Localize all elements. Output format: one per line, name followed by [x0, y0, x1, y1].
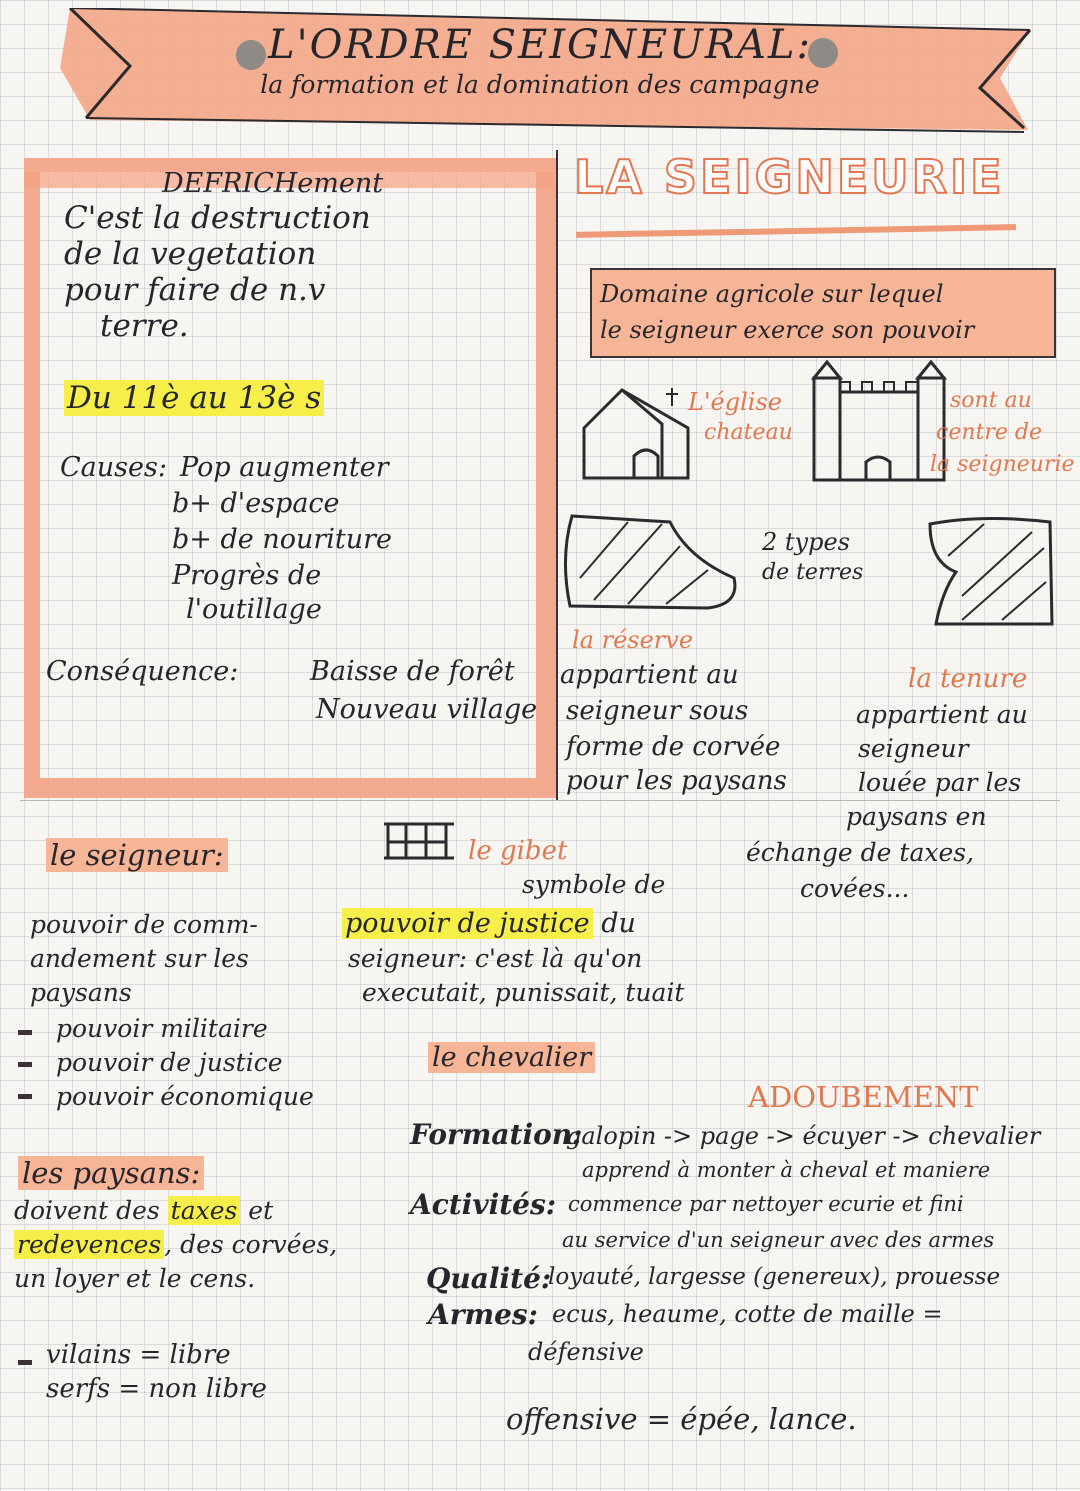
causes-label: Causes:	[60, 452, 167, 483]
vilains: vilains = libre	[46, 1340, 231, 1370]
seigneurie-definition-2: le seigneur exerce son pouvoir	[600, 316, 975, 344]
paysans-line-2b: , des corvées,	[164, 1230, 338, 1259]
activite-3: au service d'un seigneur avec des armes	[562, 1228, 995, 1252]
paysans-taxes: taxes	[168, 1196, 241, 1225]
consequence-1: Baisse de forêt	[310, 656, 515, 687]
tenure-text-3: louée par les	[858, 768, 1022, 797]
gibet-text-rest-1: du	[601, 908, 636, 939]
gibet-text-highlight: pouvoir de justice	[342, 908, 593, 939]
gibet-label: le gibet	[468, 836, 568, 866]
gibet-text-rest-3: executait, punissait, tuait	[362, 978, 685, 1007]
consequence-2: Nouveau village	[316, 694, 538, 725]
reserve-title: la réserve	[572, 626, 694, 654]
paysans-heading: les paysans:	[18, 1156, 204, 1190]
activites-label: Activités:	[410, 1188, 557, 1221]
armes-def-2: défensive	[528, 1338, 644, 1366]
seigneurie-definition-1: Domaine agricole sur lequel	[600, 280, 944, 308]
gibet-highlight	[342, 908, 636, 939]
reserve-text-3: forme de corvée	[566, 732, 781, 762]
activite-1: apprend à monter à cheval et maniere	[582, 1158, 991, 1182]
definition-line-4: terre.	[100, 308, 189, 344]
seigneur-power-1: pouvoir de comm-	[30, 910, 258, 939]
adoubement-label: ADOUBEMENT	[748, 1080, 979, 1114]
types-label-2: de terres	[762, 560, 864, 585]
page-title: L'ORDRE SEIGNEURAL:	[268, 22, 812, 68]
paysans-line-1b: et	[248, 1196, 274, 1225]
seigneur-power-2: andement sur les	[30, 944, 249, 973]
gibet-text-lead: symbole de	[522, 870, 666, 899]
armes-def-1: ecus, heaume, cotte de maille =	[552, 1300, 943, 1328]
tenure-text-1: appartient au	[856, 700, 1028, 729]
reserve-text-2: seigneur sous	[566, 696, 749, 726]
list-dash	[18, 1030, 32, 1035]
seigneur-list-1: pouvoir militaire	[56, 1014, 268, 1043]
period: Du 11è au 13è s	[64, 380, 324, 416]
definition-line-2: de la vegetation	[64, 236, 317, 272]
reserve-text-1: appartient au	[560, 660, 739, 690]
seigneurie-definition-box	[590, 268, 1056, 358]
section-divider	[20, 800, 1060, 801]
tenure-land-icon	[922, 512, 1062, 630]
centre-note-1: sont au	[950, 388, 1032, 413]
defrichement-heading: DEFRICHement	[162, 168, 384, 199]
serfs: serfs = non libre	[46, 1374, 267, 1404]
reserve-text-4: pour les paysans	[566, 766, 787, 796]
paysans-line-1a: doivent des	[14, 1196, 160, 1225]
centre-note-3: la seigneurie	[930, 452, 1075, 477]
paysans-line-2	[14, 1230, 337, 1259]
paysans-line-3: un loyer et le cens.	[14, 1264, 256, 1293]
cause-5: l'outillage	[186, 594, 322, 625]
tenure-text-4: paysans en	[846, 802, 987, 831]
cause-2: b+ d'espace	[172, 488, 340, 519]
seigneur-list-2: pouvoir de justice	[56, 1048, 283, 1077]
seigneurie-title: LA SEIGNEURIE	[574, 150, 1005, 204]
chevalier-heading: le chevalier	[428, 1042, 595, 1073]
types-label-1: 2 types	[762, 528, 850, 556]
paysans-line-1	[14, 1196, 273, 1225]
definition-line-3: pour faire de n.v	[64, 272, 326, 308]
gibet-icon	[380, 816, 458, 862]
armes-label: Armes:	[428, 1298, 539, 1331]
cause-4: Progrès de	[172, 560, 322, 591]
tenure-title: la tenure	[908, 664, 1028, 694]
centre-note-2: centre de	[936, 420, 1042, 445]
list-dash	[18, 1360, 32, 1365]
activite-2: commence par nettoyer ecurie et fini	[568, 1192, 964, 1216]
cause-1: Pop augmenter	[180, 452, 389, 483]
cause-3: b+ de nouriture	[172, 524, 393, 555]
qualite-label: Qualité:	[426, 1262, 552, 1295]
tenure-text-2: seigneur	[858, 734, 969, 763]
formation-label: Formation:	[410, 1118, 583, 1151]
seigneur-heading: le seigneur:	[46, 838, 228, 872]
tenure-text-5: échange de taxes,	[746, 838, 975, 867]
castle-icon	[810, 358, 950, 484]
gibet-text-rest-2: seigneur: c'est là qu'on	[348, 944, 643, 973]
formation-text: galopin -> page -> écuyer -> chevalier	[566, 1122, 1041, 1150]
reserve-land-icon	[558, 508, 744, 612]
paysans-redevences: redevences	[14, 1230, 164, 1259]
list-dash	[18, 1062, 32, 1067]
tenure-text-6: covées...	[800, 874, 910, 903]
qualite-text: loyauté, largesse (genereux), prouesse	[548, 1264, 1001, 1290]
consequence-label: Conséquence:	[46, 656, 239, 687]
seigneurie-underline	[576, 224, 1016, 238]
seigneur-power-3: paysans	[30, 978, 132, 1007]
armes-off: offensive = épée, lance.	[506, 1402, 857, 1436]
definition-line-1: C'est la destruction	[64, 200, 371, 236]
eglise-label: L'église	[688, 388, 782, 416]
seigneur-list-3: pouvoir économique	[56, 1082, 314, 1111]
church-icon	[580, 384, 690, 482]
chateau-label: chateau	[704, 420, 793, 445]
page-subtitle: la formation et la domination des campagne	[260, 70, 820, 99]
column-divider	[556, 150, 558, 800]
list-dash	[18, 1094, 32, 1099]
